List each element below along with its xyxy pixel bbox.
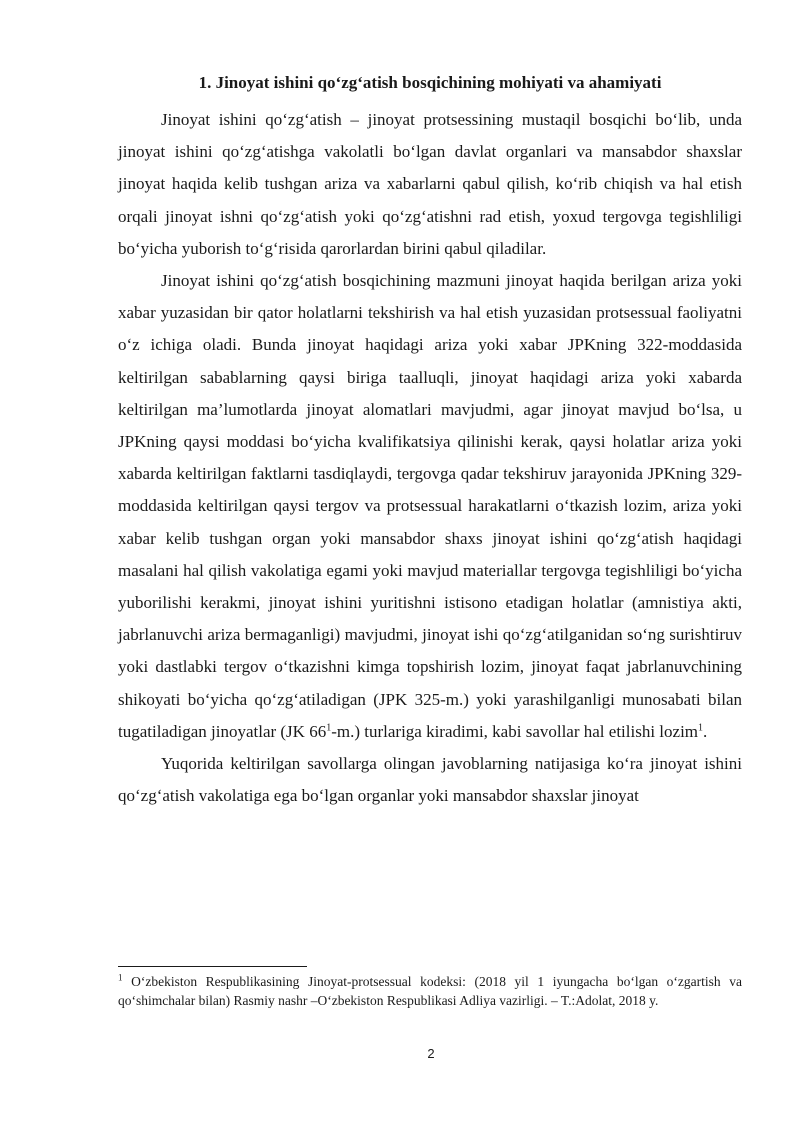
article-superscript: 1 [326, 722, 332, 734]
paragraph-1: Jinoyat ishini qo‘zg‘atish – jinoyat protsessining mustaqil bosqichi bo‘lib, unda jinoyat ishini qo‘zg‘atishga vakolatli bo‘lgan davlat organlari va mansabdor shaxslar jinoyat haqida kelib tushgan ariza va xabarlarni qabul qilish, ko‘rib chiqish va hal etish orqali jinoyat ishni qo‘zg‘atish yoki qo‘zg‘atishni rad etish, yoxud tergovga tegishliligi bo‘yicha yuborish to‘g‘risida qarorlardan birini qabul qiladilar. [118, 110, 742, 258]
footnote-text: O‘zbekiston Respublikasining Jinoyat-protsessual kodeksi: (2018 yil 1 iyungacha bo‘lgan o‘zgartish va qo‘shimchalar bilan) Rasmiy nashr –O‘zbekiston Respublikasi Adliya vazirligi. – T.:Adolat, 2018 y. [118, 974, 742, 1008]
body-text [118, 104, 742, 812]
footnote-marker: 1 [118, 972, 123, 983]
paragraph-2-text-b: -m.) turlariga kiradimi, kabi savollar hal etilishi lozim [331, 721, 699, 741]
paragraph-2-end: . [703, 721, 708, 741]
paragraph-2 [118, 265, 742, 748]
page-number: 2 [427, 1046, 435, 1061]
footnote [118, 973, 742, 1010]
footnote-separator [118, 966, 307, 967]
paragraph-2-text-a: Jinoyat ishini qo‘zg‘atish bosqichining mazmuni jinoyat haqida berilgan ariza yoki xabar yuzasidan bir qator holatlarni tekshirish va hal etish yuzasidan protsessual faoliyatni o‘z ichiga oladi. Bunda jinoyat haqidagi ariza yoki xabar JPKning 322-moddasida keltirilgan sabablarning qaysi biriga taalluqli, jinoyat haqidagi ariza yoki xabarda keltirilgan ma’lumotlarda jinoyat alomatlari mavjudmi, agar jinoyat mavjud bo‘lsa, u JPKning qaysi moddasi bo‘yicha kvalifikatsiya qilinishi kerak, qaysi holatlar ariza yoki xabarda keltirilgan faktlarni tasdiqlaydi, tergovga qadar tekshiruv jarayonida JPKning 329-moddasida keltirilgan qaysi tergov va protsessual harakatlarni o‘tkazish lozim, ariza yoki xabar kelib tushgan organ yoki mansabdor shaxs jinoyat ishini qo‘zg‘atish haqidagi masalani hal qilish vakolatiga egami yoki mavjud materiallar tergovga tegishliligi bo‘yicha yuborilishi kerakmi, jinoyat ishini yuritishni istisono etadigan holatlar (amnistiya akti, jabrlanuvchi ariza bermaganligi) mavjudmi, jinoyat ishi qo‘zg‘atilganidan so‘ng surishtiruv yoki dastlabki tergov o‘tkazishni kimga topshirish lozim, jinoyat faqat jabrlanuvchining shikoyati bo‘yicha qo‘zg‘atiladigan (JPK 325-m.) yoki yarashilganligi munosabati bilan tugatiladigan jinoyatlar (JK 66 [118, 271, 742, 741]
paragraph-3: Yuqorida keltirilgan savollarga olingan javoblarning natijasiga ko‘ra jinoyat ishini qo‘zg‘atish vakolatiga ega bo‘lgan organlar yoki mansabdor shaxslar jinoyat [118, 754, 742, 806]
section-heading: 1. Jinoyat ishini qo‘zg‘atish bosqichining mohiyati va ahamiyati [198, 73, 662, 92]
footnote-reference[interactable]: 1 [698, 722, 704, 734]
